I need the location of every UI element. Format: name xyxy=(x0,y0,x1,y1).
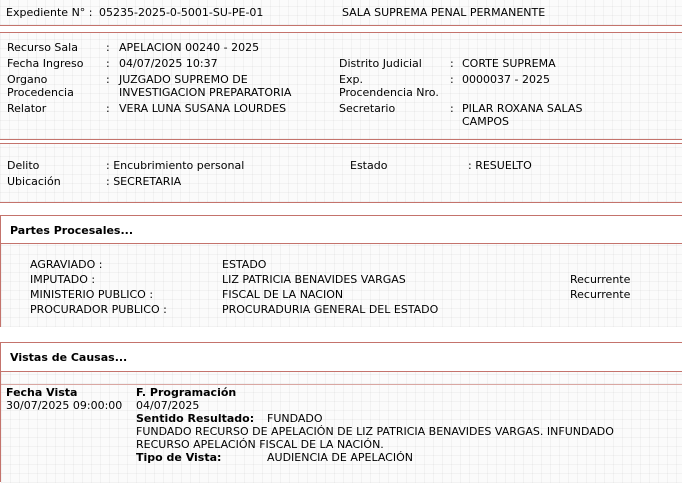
tipo-vista-value: AUDIENCIA DE APELACIÓN xyxy=(267,451,413,464)
organo-label: Organo xyxy=(7,73,48,86)
sentido-value: FUNDADO xyxy=(267,412,323,425)
colon: : xyxy=(450,57,454,70)
secretario-label: Secretario xyxy=(339,102,396,115)
secretario-value-2: CAMPOS xyxy=(462,115,509,128)
ubicacion-label: Ubicación xyxy=(7,175,61,188)
parte-name: PROCURADURIA GENERAL DEL ESTADO xyxy=(222,303,439,316)
status-panel xyxy=(0,143,682,203)
f-programacion-label: F. Programación xyxy=(136,386,237,399)
resultado-description-1: FUNDADO RECURSO DE APELACIÓN DE LIZ PATRICIA BENAVIDES VARGAS. INFUNDADO xyxy=(136,425,614,438)
colon: : xyxy=(450,73,454,86)
estado-value: : RESUELTO xyxy=(468,159,532,172)
expediente-label: Expediente N° : xyxy=(6,6,93,19)
parte-name: LIZ PATRICIA BENAVIDES VARGAS xyxy=(222,273,406,286)
vistas-title[interactable]: Vistas de Causas... xyxy=(10,351,128,364)
expediente-number: 05235-2025-0-5001-SU-PE-01 xyxy=(99,6,264,19)
delito-value: : Encubrimiento personal xyxy=(106,159,245,172)
distrito-value: CORTE SUPREMA xyxy=(462,57,556,70)
details-panel xyxy=(0,32,682,140)
secretario-value-1: PILAR ROXANA SALAS xyxy=(462,102,583,115)
colon: : xyxy=(106,41,110,54)
expediente-header xyxy=(0,0,682,26)
parte-role: MINISTERIO PUBLICO : xyxy=(30,288,154,301)
estado-label: Estado xyxy=(350,159,388,172)
organo-value-2: INVESTIGACION PREPARATORIA xyxy=(119,86,292,99)
relator-value: VERA LUNA SUSANA LOURDES xyxy=(119,102,287,115)
parte-tag: Recurrente xyxy=(570,273,631,286)
fecha-ingreso-value: 04/07/2025 10:37 xyxy=(119,57,218,70)
delito-label: Delito xyxy=(7,159,40,172)
parte-role: PROCURADOR PUBLICO : xyxy=(30,303,167,316)
organo-value-1: JUZGADO SUPREMO DE xyxy=(119,73,248,86)
ubicacion-value: : SECRETARIA xyxy=(106,175,182,188)
parte-name: ESTADO xyxy=(222,258,267,271)
sala-name: SALA SUPREMA PENAL PERMANENTE xyxy=(342,6,546,19)
f-programacion-value: 04/07/2025 xyxy=(136,399,200,412)
vistas-body xyxy=(1,372,682,483)
parte-role: IMPUTADO : xyxy=(30,273,96,286)
tipo-vista-label: Tipo de Vista: xyxy=(136,451,222,464)
partes-title[interactable]: Partes Procesales... xyxy=(10,224,134,237)
procedencia-label: Procedencia xyxy=(7,86,74,99)
colon: : xyxy=(106,102,110,115)
fecha-vista-value: 30/07/2025 09:00:00 xyxy=(6,399,123,412)
sentido-label: Sentido Resultado: xyxy=(136,412,255,425)
parte-name: FISCAL DE LA NACION xyxy=(222,288,344,301)
colon: : xyxy=(106,57,110,70)
distrito-label: Distrito Judicial xyxy=(339,57,422,70)
colon: : xyxy=(106,73,110,86)
partes-body xyxy=(1,244,682,327)
parte-role: AGRAVIADO : xyxy=(30,258,103,271)
parte-tag: Recurrente xyxy=(570,288,631,301)
vistas-inner-divider xyxy=(1,384,682,385)
exp-label: Exp. xyxy=(339,73,363,86)
partes-panel xyxy=(0,215,682,327)
resultado-description-2: RECURSO APELACIÓN FISCAL DE LA NACIÓN. xyxy=(136,438,384,451)
relator-label: Relator xyxy=(7,102,47,115)
recurso-value: APELACION 00240 - 2025 xyxy=(119,41,260,54)
fecha-ingreso-label: Fecha Ingreso xyxy=(7,57,84,70)
fecha-vista-label: Fecha Vista xyxy=(6,386,78,399)
colon: : xyxy=(450,102,454,115)
vistas-panel xyxy=(0,342,682,482)
exp-value: 0000037 - 2025 xyxy=(462,73,550,86)
exp-procedencia-label: Procendencia Nro. xyxy=(339,86,439,99)
recurso-label: Recurso Sala xyxy=(7,41,78,54)
